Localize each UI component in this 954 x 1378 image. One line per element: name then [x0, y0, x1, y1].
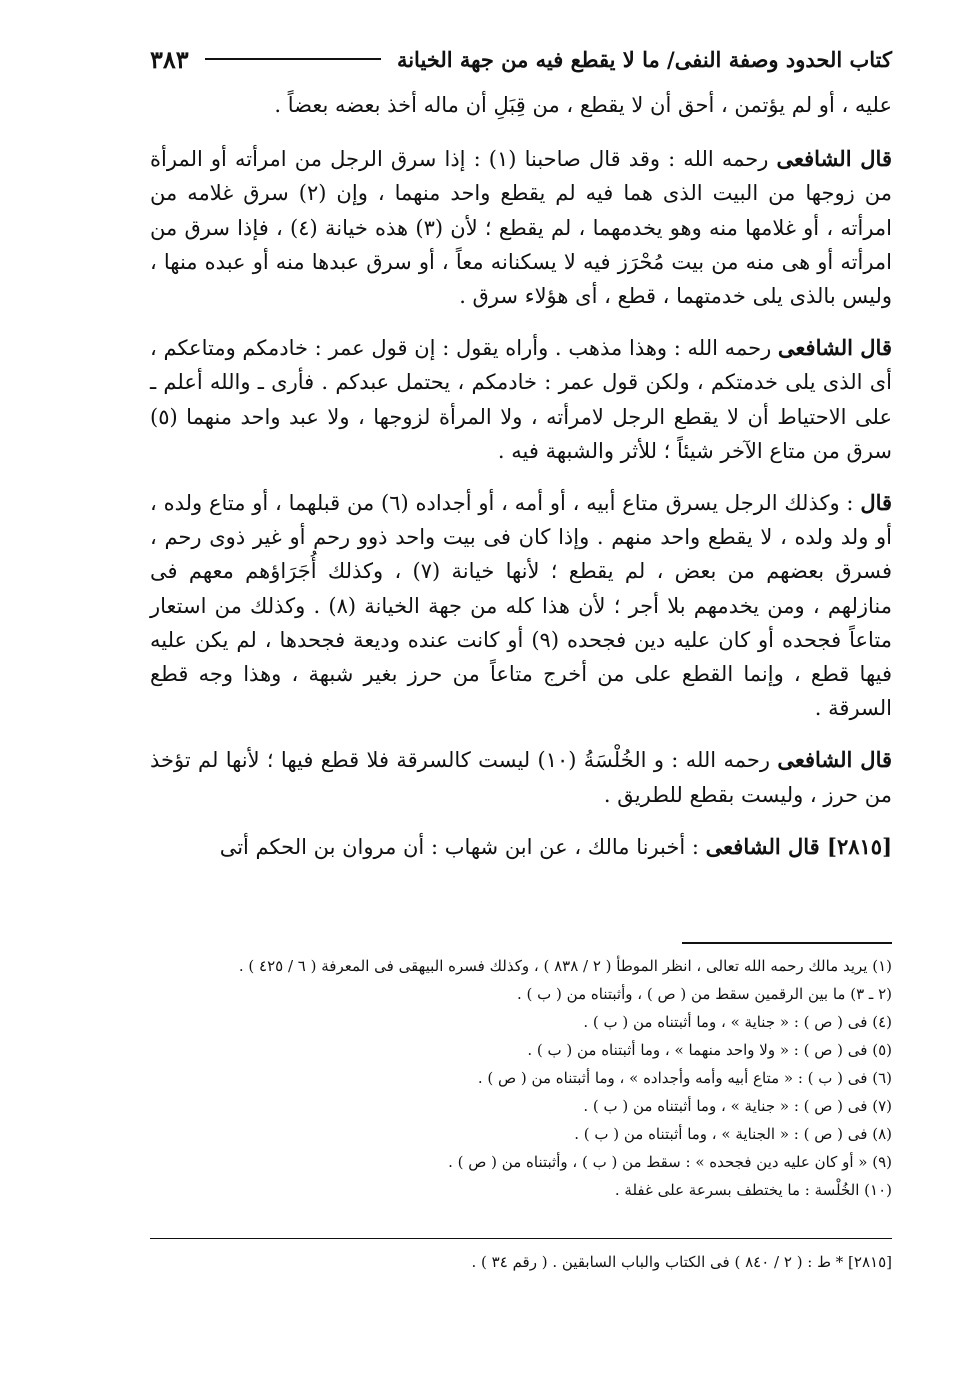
paragraph-lead: قال الشافعى: [777, 747, 893, 773]
header-rule: [205, 58, 381, 60]
footnote-separator: [682, 942, 892, 944]
paragraph: [150, 88, 892, 122]
paragraph-lead: قال: [860, 490, 893, 516]
chapter-title: كتاب الحدود وصفة النفى/ ما لا يقطع فيه من جهة الخيانة: [396, 46, 892, 72]
footnote: (٤) فى ( ص ) : « جناية » ، وما أثبتناه من ( ب ) .: [583, 1013, 892, 1031]
page-number: ٣٨٣: [150, 44, 189, 74]
paragraph-lead: قال الشافعى: [776, 146, 892, 172]
footnotes: [150, 952, 892, 1204]
paragraph: [150, 331, 892, 468]
footnote: (١) يريد مالك رحمه الله تعالى ، انظر الموطأ ( ٢ / ٨٣٨ ) ، وكذلك فسره البيهقى فى المعرفة ( ٦ / ٤٢٥ ) .: [238, 957, 892, 975]
paragraph: [150, 743, 892, 811]
footnote: (١٠) الخُلْسة : ما يختطف بسرعة على غفلة .: [614, 1181, 892, 1199]
paragraph: [150, 830, 892, 864]
paragraph-lead: قال الشافعى: [777, 335, 892, 361]
footnote: (٧) فى ( ص ) : « جناية » ، وما أثبتناه من ( ب ) .: [583, 1097, 892, 1115]
running-header: [150, 42, 892, 76]
footnote: (٥) فى ( ص ) : « ولا واحد منهما » ، وما أثبتناه من ( ب ) .: [527, 1041, 892, 1059]
paragraph-text: عليه ، أو لم يؤتمن ، أحق أن لا يقطع ، من قِبَلِ أن ماله أخذ بعضه بعضاً .: [274, 93, 892, 117]
footnote: (٨) فى ( ص ) : « الجناية » ، وما أثبتناه من ( ب ) .: [574, 1125, 892, 1143]
footnote: (٦) فى ( ب ) : « متاع أبيه وأمه وأجداده » ، وما أثبتناه من ( ص ) .: [477, 1069, 892, 1087]
paragraph: [150, 142, 892, 313]
paragraph-text: : وكذلك الرجل يسرق متاع أبيه ، أو أمه ، أو أجداده (٦) من قبلهما ، أو متاع ولده ، أو ولد ولده ، لا يقطع واحد منهم . وإذا كان فى بيت واحد ذوو رحم أو غير ذوى رحم ، فسرق بعضهم من بعض ، لم يقطع ؛ لأنها خيانة (٧) ، وكذلك أُجَرَاؤهم معهم فى منازلهم ، ومن يخدمهم بلا أجر ؛ لأن هذا كله من جهة الخيانة (٨) . وكذلك من استعار متاعاً فجحده أو كان عليه دين فجحده (٩) أو كانت عنده وديعة فجحدها ، لم يكن عليه فيها قطع ، وإنما القطع على من أخرج متاعاً من حرز بغير شبهة ، وهذا وجه قطع السرقة .: [150, 491, 893, 721]
main-text: [150, 88, 892, 882]
hadith-reference: [٢٨١٥] * ط : ( ٢ / ٨٤٠ ) فى الكتاب والباب السابقين . ( رقم ٣٤ ) .: [471, 1253, 892, 1271]
reference-separator: [150, 1238, 892, 1239]
footnote: (٢ ـ ٣) ما بين الرقمين سقط من ( ص ) ، وأثبتناه من ( ب ) .: [517, 985, 892, 1003]
footnote: (٩) « أو كان عليه دين فجحده » : سقط من ( ب ) ، وأثبتناه من ( ص ) .: [448, 1153, 892, 1171]
paragraph-lead: [٢٨١٥] قال الشافعى: [705, 833, 892, 859]
paragraph-text: رحمه الله : وهذا مذهب . وأراه يقول : إن قول عمر : خادمكم ومتاعكم ، أى الذى يلى خدمتكم ، ولكن قول عمر : خادمكم ، يحتمل عبدكم . فأرى ـ والله أعلم ـ على الاحتياط أن لا يقطع الرجل لامرأته ، ولا المرأة لزوجها ، ولا عبد واحد منهما (٥) سرق من متاع الآخر شيئاً ؛ للأثر والشبهة فيه .: [150, 336, 892, 463]
paragraph-text: رحمه الله : وقد قال صاحبنا (١) : إذا سرق الرجل من امرأته أو المرأة من زوجها من البيت الذى هما فيه لم يقطع واحد منهما ، وإن (٢) سرق غلامه من امرأته ، أو غلامها منه وهو يخدمهما ، لم يقطع ؛ لأن (٣) هذه خيانة (٤) ، فإذا سرق من امرأته أو هى منه من بيت مُحْرَز فيه لا يسكنانه معاً ، أو سرق عبدها منه أو عبده منها ، وليس بالذى يلى خدمتهما ، قطع ، أى هؤلاء سرق .: [150, 147, 892, 309]
paragraph-text: : أخبرنا مالك ، عن ابن شهاب : أن مروان بن الحكم أتى: [219, 834, 706, 859]
paragraph-text: رحمه الله : و الخُلْسَةُ (١٠) ليست كالسرقة فلا قطع فيها ؛ لأنها لم تؤخذ من حرز ، وليست بقطع للطريق .: [150, 748, 892, 807]
paragraph: [150, 486, 892, 725]
